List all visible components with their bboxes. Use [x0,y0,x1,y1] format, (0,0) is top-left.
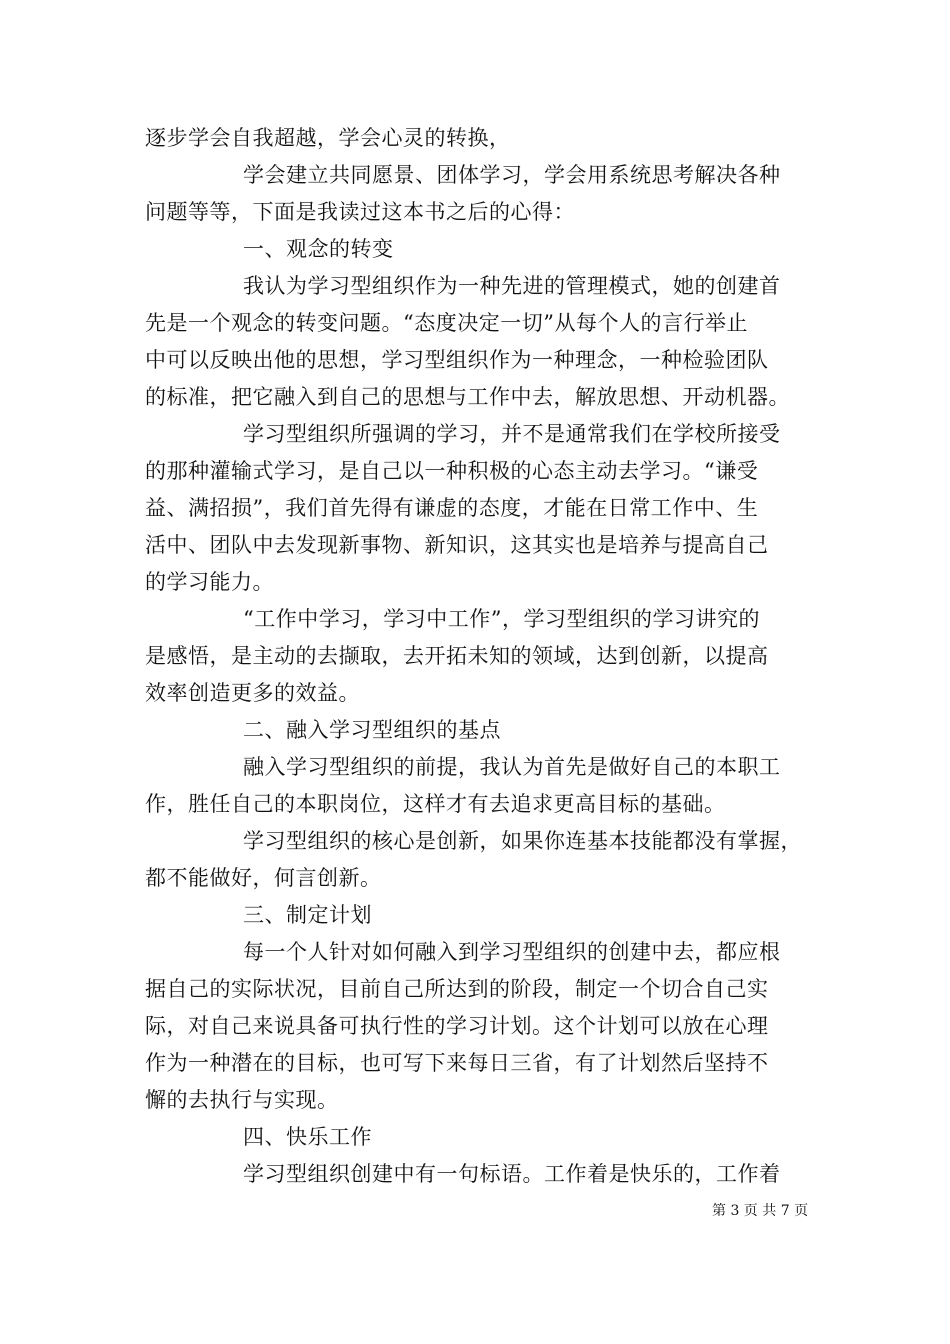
text-line: 学会建立共同愿景、团体学习，学会用系统思考解决各种 [243,163,781,187]
page-number: 第 3 页 共 7 页 [712,1203,809,1219]
text-line: 学习型组织的核心是创新，如果你连基本技能都没有掌握， [243,829,802,853]
text-line: 是感悟，是主动的去撷取，去开拓未知的领域，达到创新，以提高 [145,644,769,668]
text-line: “工作中学习，学习中工作”，学习型组织的学习讲究的 [243,607,760,631]
text-line: 每一个人针对如何融入到学习型组织的创建中去，都应根 [243,940,781,964]
section-heading: 一、观念的转变 [243,237,394,261]
text-line: 效率创造更多的效益。 [145,681,360,705]
text-line: 融入学习型组织的前提，我认为首先是做好自己的本职工 [243,755,781,779]
text-line: 的那种灌输式学习，是自己以一种积极的心态主动去学习。“谦受 [145,459,759,483]
text-line: 我认为学习型组织作为一种先进的管理模式，她的创建首 [243,274,781,298]
text-line: 学习型组织创建中有一句标语。工作着是快乐的，工作着 [243,1162,781,1186]
text-line: 活中、团队中去发现新事物、新知识，这其实也是培养与提高自己 [145,533,769,557]
text-line: 问题等等，下面是我读过这本书之后的心得： [145,200,575,224]
text-line: 中可以反映出他的思想，学习型组织作为一种理念，一种检验团队 [145,348,769,372]
text-line: 作为一种潜在的目标，也可写下来每日三省，有了计划然后坚持不 [145,1051,769,1075]
document-body [145,120,825,1193]
text-line: 懈的去执行与实现。 [145,1088,339,1112]
section-heading: 三、制定计划 [243,903,372,927]
text-line: 益、满招损”，我们首先得有谦虚的态度，才能在日常工作中、生 [145,496,759,520]
section-heading: 四、快乐工作 [243,1125,372,1149]
section-heading: 二、融入学习型组织的基点 [243,718,501,742]
text-line: 都不能做好，何言创新。 [145,866,382,890]
text-line: 逐步学会自我超越，学会心灵的转换， [145,126,511,150]
text-line: 据自己的实际状况，目前自己所达到的阶段，制定一个切合自己实 [145,977,769,1001]
text-line: 的标准，把它融入到自己的思想与工作中去，解放思想、开动机器。 [145,385,790,409]
text-line: 际，对自己来说具备可执行性的学习计划。这个计划可以放在心理 [145,1014,769,1038]
text-line: 先是一个观念的转变问题。“态度决定一切”从每个人的言行举止 [145,311,748,335]
text-line: 学习型组织所强调的学习，并不是通常我们在学校所接受 [243,422,781,446]
text-line: 作，胜任自己的本职岗位，这样才有去追求更高目标的基础。 [145,792,726,816]
text-line: 的学习能力。 [145,570,274,594]
